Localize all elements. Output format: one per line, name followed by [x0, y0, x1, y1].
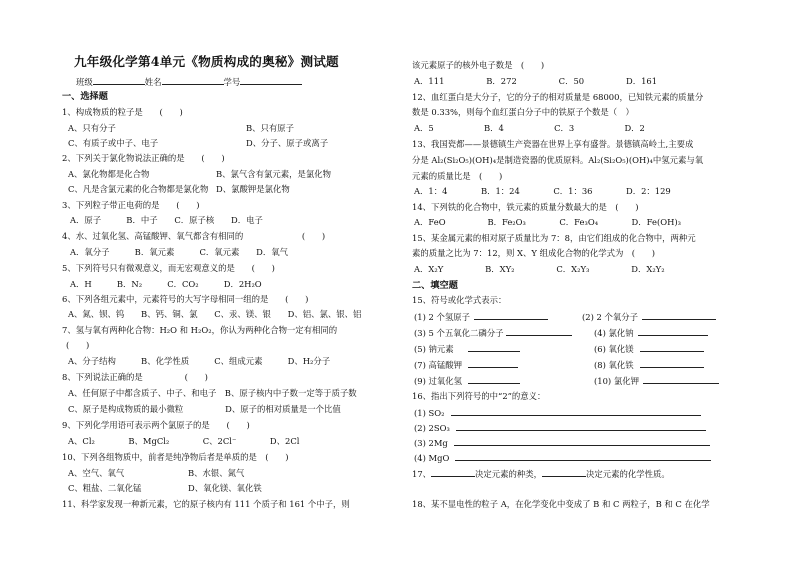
q13-options[interactable]: A．1：4 B．1：24 C．1：36 D．2：129	[414, 186, 671, 196]
fill-item-1	[414, 312, 548, 321]
question-9: 9、下列化学用语可表示两个氯原子的是 ( )	[62, 420, 250, 430]
fill-item-2-blank[interactable]	[642, 312, 716, 320]
fill-item-10-blank[interactable]	[643, 376, 719, 384]
symbol-2	[414, 423, 706, 432]
q1-option-a[interactable]: A、只有分子	[68, 123, 116, 133]
fill-question-15: 15、符号或化学式表示：	[412, 295, 507, 305]
question-6: 6、下列各组元素中，元素符号的大写字母相同一组的是 ( )	[62, 294, 309, 304]
class-label: 班级	[76, 77, 93, 87]
question-13-line3: 元素的质量比是 ( )	[412, 171, 503, 181]
q17-number: 17、	[412, 469, 432, 479]
fill-item-9-label: (9) 过氧化氢	[414, 376, 463, 386]
q7-answer-paren: ( )	[66, 340, 90, 350]
q1-option-b[interactable]: B、只有原子	[246, 123, 295, 133]
question-1: 1、构成物质的粒子是 ( )	[62, 107, 183, 117]
q10-option-a[interactable]: A、空气、氧气	[68, 468, 125, 478]
question-12: 12、血红蛋白是大分子，它的分子的相对质量是 68000，已知铁元素的质量分	[412, 92, 704, 102]
question-8: 8、下列说法正确的是 ( )	[62, 372, 208, 382]
q8-options-ab[interactable]: A、任何原子中都含质子、中子、和电子 B、原子核内中子数一定等于质子数	[68, 388, 357, 398]
fill-item-2-label: (2) 2 个氧分子	[582, 312, 639, 322]
q1-option-c[interactable]: C、有质子或中子、电子	[68, 138, 159, 148]
fill-item-8-blank[interactable]	[640, 360, 704, 368]
q15-options[interactable]: A．X₂Y B．XY₂ C．X₂Y₃ D．X₂Y₂	[414, 264, 665, 274]
symbol-1	[414, 408, 701, 417]
fill-item-7	[414, 360, 518, 369]
q7-options[interactable]: A、分子结构 B、化学性质 C、组成元素 D、H₂分子	[68, 356, 331, 366]
fill-item-3	[414, 328, 572, 337]
question-12-line2: 数是 0.33%，则每个血红蛋白分子中的铁原子个数是（ ）	[412, 107, 634, 117]
symbol-3-blank[interactable]	[454, 438, 710, 446]
q6-options[interactable]: A、氮、钡、钨 B、钙、铜、氯 C、汞、镁、银 D、铝、氯、银、铝	[68, 309, 362, 319]
fill-item-2	[582, 312, 716, 321]
q11-options[interactable]: A．111 B．272 C．50 D．161	[414, 76, 658, 86]
q2-option-a[interactable]: A、氯化物都是化合物	[68, 169, 150, 179]
student-info-row	[76, 77, 302, 86]
question-17	[412, 469, 670, 478]
q17-text-2: 决定元素的化学性质。	[586, 469, 670, 479]
q10-option-b[interactable]: B、水银、氮气	[188, 468, 245, 478]
fill-item-7-blank[interactable]	[468, 360, 518, 368]
question-11-continued: 该元素原子的核外电子数是 ( )	[412, 60, 545, 70]
fill-item-1-blank[interactable]	[474, 312, 548, 320]
symbol-3-label: (3) 2Mg	[414, 438, 448, 448]
fill-item-5-label: (5) 钠元素	[414, 344, 454, 354]
q4-options[interactable]: A．氧分子 B．氧元素 C．氧元素 D．氧气	[70, 247, 288, 257]
q2-option-b[interactable]: B、氯气含有氯元素，是氯化物	[216, 169, 332, 179]
fill-item-5	[414, 344, 520, 353]
q10-option-c[interactable]: C、粗盐、二氧化锰	[68, 483, 142, 493]
fill-item-1-label: (1) 2 个氢原子	[414, 312, 471, 322]
symbol-1-blank[interactable]	[451, 408, 701, 416]
q17-text-1: 决定元素的种类，	[475, 469, 543, 479]
class-field[interactable]	[93, 77, 145, 85]
name-field[interactable]	[162, 77, 224, 85]
question-4: 4、水、过氧化氢、高锰酸钾、氧气都含有相同的 ( )	[62, 231, 326, 241]
question-14: 14、下列铁的化合物中，铁元素的质量分数最大的是 ( )	[412, 202, 639, 212]
symbol-3	[414, 438, 710, 447]
question-18: 18、某不显电性的粒子 A，在化学变化中变成了 B 和 C 两粒子，B 和 C 在化学	[412, 499, 710, 509]
fill-item-6	[594, 344, 704, 353]
symbol-2-blank[interactable]	[456, 423, 706, 431]
question-13-line2: 分是 Al₂(Si₂O₅)(OH)₄是制造瓷器的优质原料。Al₂(Si₂O₅)(OH)₄中氢元素与氧	[412, 155, 704, 165]
fill-item-8-label: (8) 氧化铁	[594, 360, 634, 370]
section-choice: 一、选择题	[62, 91, 108, 102]
fill-item-9	[414, 376, 520, 385]
q17-blank-1[interactable]	[431, 469, 475, 477]
fill-item-6-blank[interactable]	[640, 344, 704, 352]
fill-item-10-label: (10) 氯化钾	[594, 376, 639, 386]
question-15: 15、某金属元素的相对原子质量比为 7：8，由它们组成的化合物中，两种元	[412, 233, 696, 243]
question-15-line2: 素的质量之比为 7：12，则 X、Y 组成化合物的化学式为 ( )	[412, 248, 655, 258]
q12-options[interactable]: A．5 B．4 C．3 D．2	[414, 123, 645, 133]
id-field[interactable]	[240, 77, 302, 85]
section-fill: 二、填空题	[412, 280, 458, 291]
fill-item-3-blank[interactable]	[506, 328, 572, 336]
symbol-4-blank[interactable]	[455, 453, 711, 461]
fill-item-6-label: (6) 氧化镁	[594, 344, 634, 354]
fill-item-3-label: (3) 5 个五氧化二磷分子	[414, 328, 504, 338]
symbol-1-label: (1) SO₂	[414, 408, 445, 418]
fill-item-4-label: (4) 氯化钠	[594, 328, 634, 338]
q3-options[interactable]: A．原子 B．中子 C．原子核 D．电子	[70, 215, 263, 225]
question-13: 13、我国瓷都——景德镇生产瓷器在世界上享有盛誉。景德镇高岭土,主要成	[412, 139, 694, 149]
question-2: 2、下列关于氯化物说法正确的是 ( )	[62, 153, 225, 163]
question-3: 3、下列粒子带正电荷的是 ( )	[62, 200, 200, 210]
q2-option-d[interactable]: D、氯酸钾是氯化物	[216, 184, 290, 194]
fill-item-10	[594, 376, 719, 385]
symbol-4	[414, 453, 711, 462]
question-11: 11、科学家发现一种新元素，它的原子核内有 111 个质子和 161 个中子，则	[62, 499, 350, 509]
question-5: 5、下列符号只有微观意义，而无宏观意义的是 ( )	[62, 263, 275, 273]
fill-item-4-blank[interactable]	[638, 328, 708, 336]
question-10: 10、下列各组物质中，前者是纯净物后者是单质的是 ( )	[62, 452, 289, 462]
q1-option-d[interactable]: D、分子、原子或离子	[246, 138, 329, 148]
fill-item-4	[594, 328, 708, 337]
fill-item-7-label: (7) 高锰酸钾	[414, 360, 463, 370]
name-label: 姓名	[144, 77, 162, 87]
fill-item-5-blank[interactable]	[468, 344, 520, 352]
question-7: 7、氢与氧有两种化合物：H₂O 和 H₂O₂，你认为两种化合物一定有相同的	[62, 325, 338, 335]
symbol-4-label: (4) MgO	[414, 453, 450, 463]
id-label: 学号	[223, 77, 241, 87]
q14-options[interactable]: A．FeO B．Fe₂O₃ C．Fe₃O₄ D．Fe(OH)₃	[414, 217, 682, 227]
fill-item-8	[594, 360, 704, 369]
q5-options[interactable]: A．H B．N₂ C．CO₂ D．2H₂O	[70, 279, 262, 289]
q2-option-c[interactable]: C、凡是含氯元素的化合物都是氯化物	[68, 184, 209, 194]
fill-item-9-blank[interactable]	[468, 376, 520, 384]
exam-title: 九年级化学第4单元《物质构成的奥秘》测试题	[74, 54, 339, 69]
question-16: 16、指出下列符号的中“2”的意义：	[412, 391, 546, 401]
q10-option-d[interactable]: D、氧化镁、氧化铁	[188, 483, 262, 493]
q17-blank-2[interactable]	[542, 469, 586, 477]
q8-options-cd[interactable]: C、原子是构成物质的最小微粒 D、原子的相对质量是一个比值	[68, 404, 341, 414]
q9-options[interactable]: A、Cl₂ B、MgCl₂ C、2Cl⁻ D、2Cl	[68, 436, 300, 446]
symbol-2-label: (2) 2SO₃	[414, 423, 450, 433]
